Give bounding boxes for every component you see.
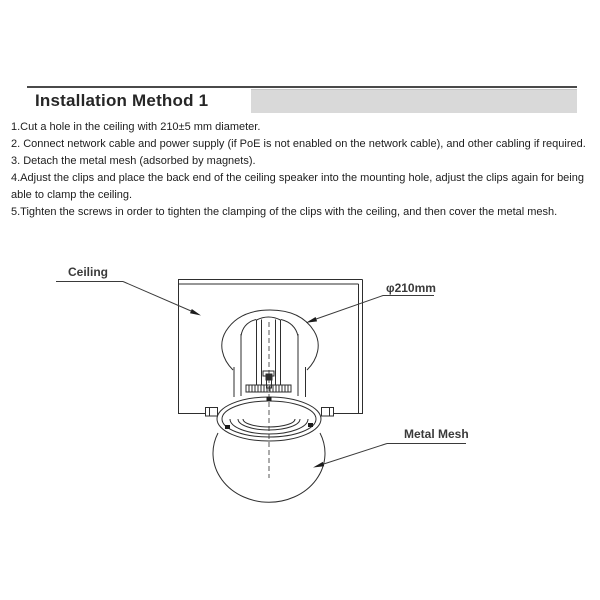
diameter-label: φ210mm <box>386 281 436 295</box>
instruction-line: 1.Cut a hole in the ceiling with 210±5 mm diameter. <box>11 121 261 133</box>
metal-mesh-label: Metal Mesh <box>404 427 469 441</box>
page-title: Installation Method 1 <box>35 91 209 110</box>
leader-metal-mesh <box>313 444 466 468</box>
ceiling-label: Ceiling <box>68 265 109 279</box>
diameter-arrowhead <box>306 317 317 323</box>
instruction-line: 3. Detach the metal mesh (adsorbed by magnets). <box>11 155 256 167</box>
instruction-line: able to clamp the ceiling. <box>11 189 133 201</box>
instruction-line: 4.Adjust the clips and place the back end of the ceiling speaker into the mounting hole, adjust the clips again for being <box>11 172 584 184</box>
leader-diameter <box>306 296 434 323</box>
ceiling-arrowhead <box>190 309 201 316</box>
instruction-line: 2. Connect network cable and power supply (if PoE is not enabled on the network cable), and other cabling if required. <box>11 138 586 150</box>
speaker-body <box>234 317 306 397</box>
speaker-dome <box>222 310 318 370</box>
ceiling-panel <box>178 280 363 415</box>
leader-ceiling <box>56 282 201 316</box>
instruction-line: 5.Tighten the screws in order to tighten the clamping of the clips with the ceiling, and then cover the metal mesh. <box>11 206 558 218</box>
